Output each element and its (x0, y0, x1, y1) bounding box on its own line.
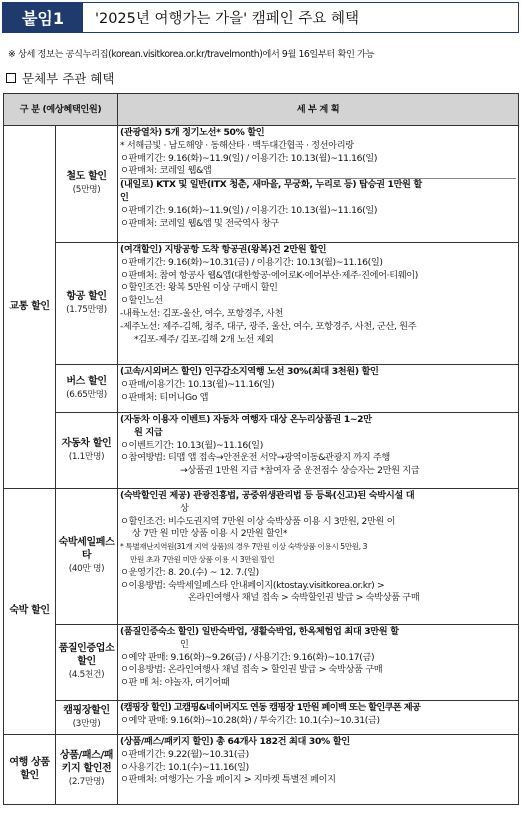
detail-line: ㅇ판 매 처: 야놀자, 여기어때 (120, 677, 230, 689)
document-title: '2025년 여행가는 가을' 캠페인 주요 혜택 (83, 3, 518, 32)
detail-line: 온라인여행사 채널 접속 > 숙박할인권 발급 > 숙박상품 구매 (188, 592, 420, 604)
table-row (4, 126, 519, 243)
fest-count: (40만 명) (68, 563, 105, 574)
subcategory-rail (56, 126, 118, 243)
header-detail: 세 부 계 획 (118, 94, 519, 126)
pkg-name: 상품/패스/패키지 할인전 (59, 750, 114, 775)
detail-line: ㅇ사용기간: 10.1(수)~11.16(일) (120, 761, 249, 773)
detail-air (118, 243, 519, 365)
subcategory-fest (56, 489, 118, 625)
detail-line: (캠핑장 할인) 고캠핑&네이버지도 연동 캠핑장 1만원 페이백 또는 할인쿠폰 제공 (120, 702, 421, 713)
detail-line: 인 (180, 638, 189, 650)
subcategory-bus (56, 365, 118, 413)
detail-line: 원 지급 (134, 426, 163, 438)
detail-line: ㅇ판매기간: 9.16(화)~10.31(금) / 이용기간: 10.13(월)~11.16(일) (120, 256, 383, 268)
detail-line: ㅇ할인조건: 비수도권지역 7만원 이상 숙박상품 이용 시 3만원, 2만원 이 (120, 515, 396, 527)
detail-line: ㅇ이용방법: 온라인여행사 채널 접속 > 할인권 발급 > 숙박상품 구매 (120, 664, 383, 676)
detail-line: -제주노선: 제주-김해, 청주, 대구, 광주, 울산, 여수, 포항경주, 사천, 군산, 원주 (120, 320, 417, 332)
pkg-count: (2.7만명) (68, 776, 105, 787)
quality-count: (4.5천건) (68, 669, 105, 680)
detail-line: ㅇ할인조건: 왕복 5만원 이상 구매시 할인 (120, 282, 278, 294)
car-count: (1.1만명) (68, 451, 105, 462)
detail-line: →상품권 1만원 지급 *참여자 중 운전점수 상승자는 2만원 지급 (180, 465, 420, 477)
benefits-table (3, 93, 519, 805)
car-name: 자동차 할인 (61, 437, 112, 449)
detail-camp (118, 701, 519, 735)
detail-line: (자동차 이용자 이벤트) 자동차 여행자 대상 온누리상품권 1~2만 (120, 414, 372, 425)
detail-line: (관광열차) 5개 정기노선* 50% 할인 (120, 127, 265, 138)
rail-count: (5만명) (72, 185, 101, 195)
subcategory-pkg (56, 735, 118, 805)
detail-line: ㅇ판매/이용기간: 10.13(월)~11.16(일) (120, 378, 275, 390)
checkbox-square-icon (6, 73, 16, 83)
detail-pkg (118, 735, 519, 805)
detail-line: ㅇ판매처: 여행가는 가을 페이지 > 지마켓 특별전 페이지 (120, 774, 336, 786)
subtitle-text: 문체부 주관 혜택 (22, 71, 115, 86)
quality-name: 품질인증업소할인 (58, 643, 115, 668)
table-header-row (4, 94, 519, 126)
detail-line: ㅇ이용방법: 숙박세일페스타 안내페이지(ktostay.visitkorea.or.kr) > (120, 579, 385, 591)
detail-line: ㅇ참여방법: 티맵 앱 접속→안전운전 서약→광역이동&관광지 까지 주행 (120, 452, 390, 464)
detail-line: (품질인증숙소 할인) 일반숙박업, 생활숙박업, 한옥체험업 최대 3만원 할 (120, 626, 399, 637)
detail-line: *김포-제주/ 김포-김해 2개 노선 제외 (134, 333, 274, 345)
detail-line: ㅇ이벤트기간: 10.13(월)~11.16(일) (120, 439, 263, 451)
air-count: (1.75만명) (66, 304, 107, 315)
header-category: 구 분 (예상혜택인원) (4, 94, 118, 126)
detail-line: (상품/패스/패키지 할인) 총 64개사 182건 최대 30% 할인 (120, 736, 350, 747)
camp-count: (3만명) (72, 718, 101, 729)
detail-line: ㅇ판매기간: 9.22(월)~10.31(금) (120, 748, 249, 760)
detail-line: ㅇ판매기간: 9.16(화)~11.9(일) / 이용기간: 10.13(월)~11.16(일) (120, 152, 378, 164)
fest-name: 숙박세일페스타 (58, 537, 115, 562)
detail-bus (118, 365, 519, 413)
detail-line: ㅇ판매처: 코레일 웹&앱 및 전국역사 창구 (120, 217, 279, 229)
category-stay: 숙박 할인 (4, 489, 56, 735)
rail-name: 철도 할인 (66, 171, 107, 183)
table-row (4, 735, 519, 805)
category-transport: 교통 할인 (4, 126, 56, 489)
info-note: ※ 상세 정보는 공식누리집(korean.visitkorea.or.kr/travelmonth)에서 9월 16일부터 확인 가능 (8, 49, 375, 60)
detail-rail (118, 126, 519, 243)
bus-count: (6.65만명) (66, 389, 107, 400)
bus-name: 버스 할인 (66, 375, 107, 387)
detail-line: (숙박할인권 제공) 관광진흥법, 공중위생관리법 등 등록(신고)된 숙박시설 대 (120, 490, 415, 501)
detail-line: (고속/시외버스 할인) 인구감소지역행 노선 30%(최대 3천원) 할인 (120, 366, 379, 377)
detail-line: (내일로) KTX 및 일반(ITX 청춘, 새마을, 무궁화, 누리로 등) 탑승권 1만원 할 (120, 179, 422, 191)
detail-line: ㅇ할인노선 (120, 295, 163, 307)
table-row (4, 625, 519, 701)
detail-line: ㅇ운영기간: 8. 20.(수) ~ 12. 7.(일) (120, 566, 259, 578)
attachment-badge: 붙임1 (3, 3, 83, 32)
detail-line: * 특별재난지역원(31개 지역 상품)의 경우 7만원 이상 숙박상품 이용시 5만원, 3 (120, 542, 368, 552)
detail-line: ㅇ판매기간: 9.16(화)~11.9(일) / 이용기간: 10.13(월)~11.16(일) (120, 204, 378, 216)
detail-car (118, 413, 519, 489)
air-name: 항공 할인 (66, 290, 107, 302)
subcategory-camp (56, 701, 118, 735)
detail-line: ㅇ예약 판매: 9.16(화)~9.26(금) / 사용기간: 9.16(화)~10.17(금) (120, 651, 375, 663)
detail-line: 상 7만 원 미만 상품 이용 시 2만원 할인* (132, 528, 288, 540)
table-row (4, 489, 519, 625)
detail-line: (여객할인) 지방공항 도착 항공권(왕복)건 2만원 할인 (120, 244, 327, 255)
subcategory-air (56, 243, 118, 365)
detail-line: ㅇ판매처: 참여 항공사 웹&앱(대한항공·에어로K·에어부산·제주·진에어·티웨이) (120, 269, 419, 281)
subcategory-quality (56, 625, 118, 701)
detail-line: 만원 초과 7만원 미만 상품 이용 시 3만원 할인 (130, 554, 275, 564)
detail-line: ㅇ판매처: 티머니Go 앱 (120, 391, 209, 403)
detail-line: 상 (180, 502, 189, 514)
detail-line: ㅇ판매처: 코레일 웹&앱 (120, 165, 516, 179)
subcategory-car (56, 413, 118, 489)
detail-line: -내륙노선: 김포-울산, 여수, 포항경주, 사천 (120, 307, 284, 319)
category-product: 여행 상품 할인 (4, 735, 56, 805)
detail-quality (118, 625, 519, 701)
section-subtitle (6, 69, 114, 87)
table-row (4, 243, 519, 365)
detail-line: ㅇ예약 판매: 9.16(화)~10.28(화) / 투숙기간: 10.1(수)~10.31(금) (120, 714, 380, 726)
camp-name: 캠핑장할인 (63, 704, 110, 716)
detail-line: 인 (120, 191, 129, 203)
table-row (4, 701, 519, 735)
table-row (4, 365, 519, 413)
table-row (4, 413, 519, 489)
header-bar (2, 2, 519, 33)
detail-line: * 서해금빛 · 남도해양 · 동해산타 · 백두대간협곡 · 정선아리랑 (120, 139, 354, 151)
detail-fest (118, 489, 519, 625)
